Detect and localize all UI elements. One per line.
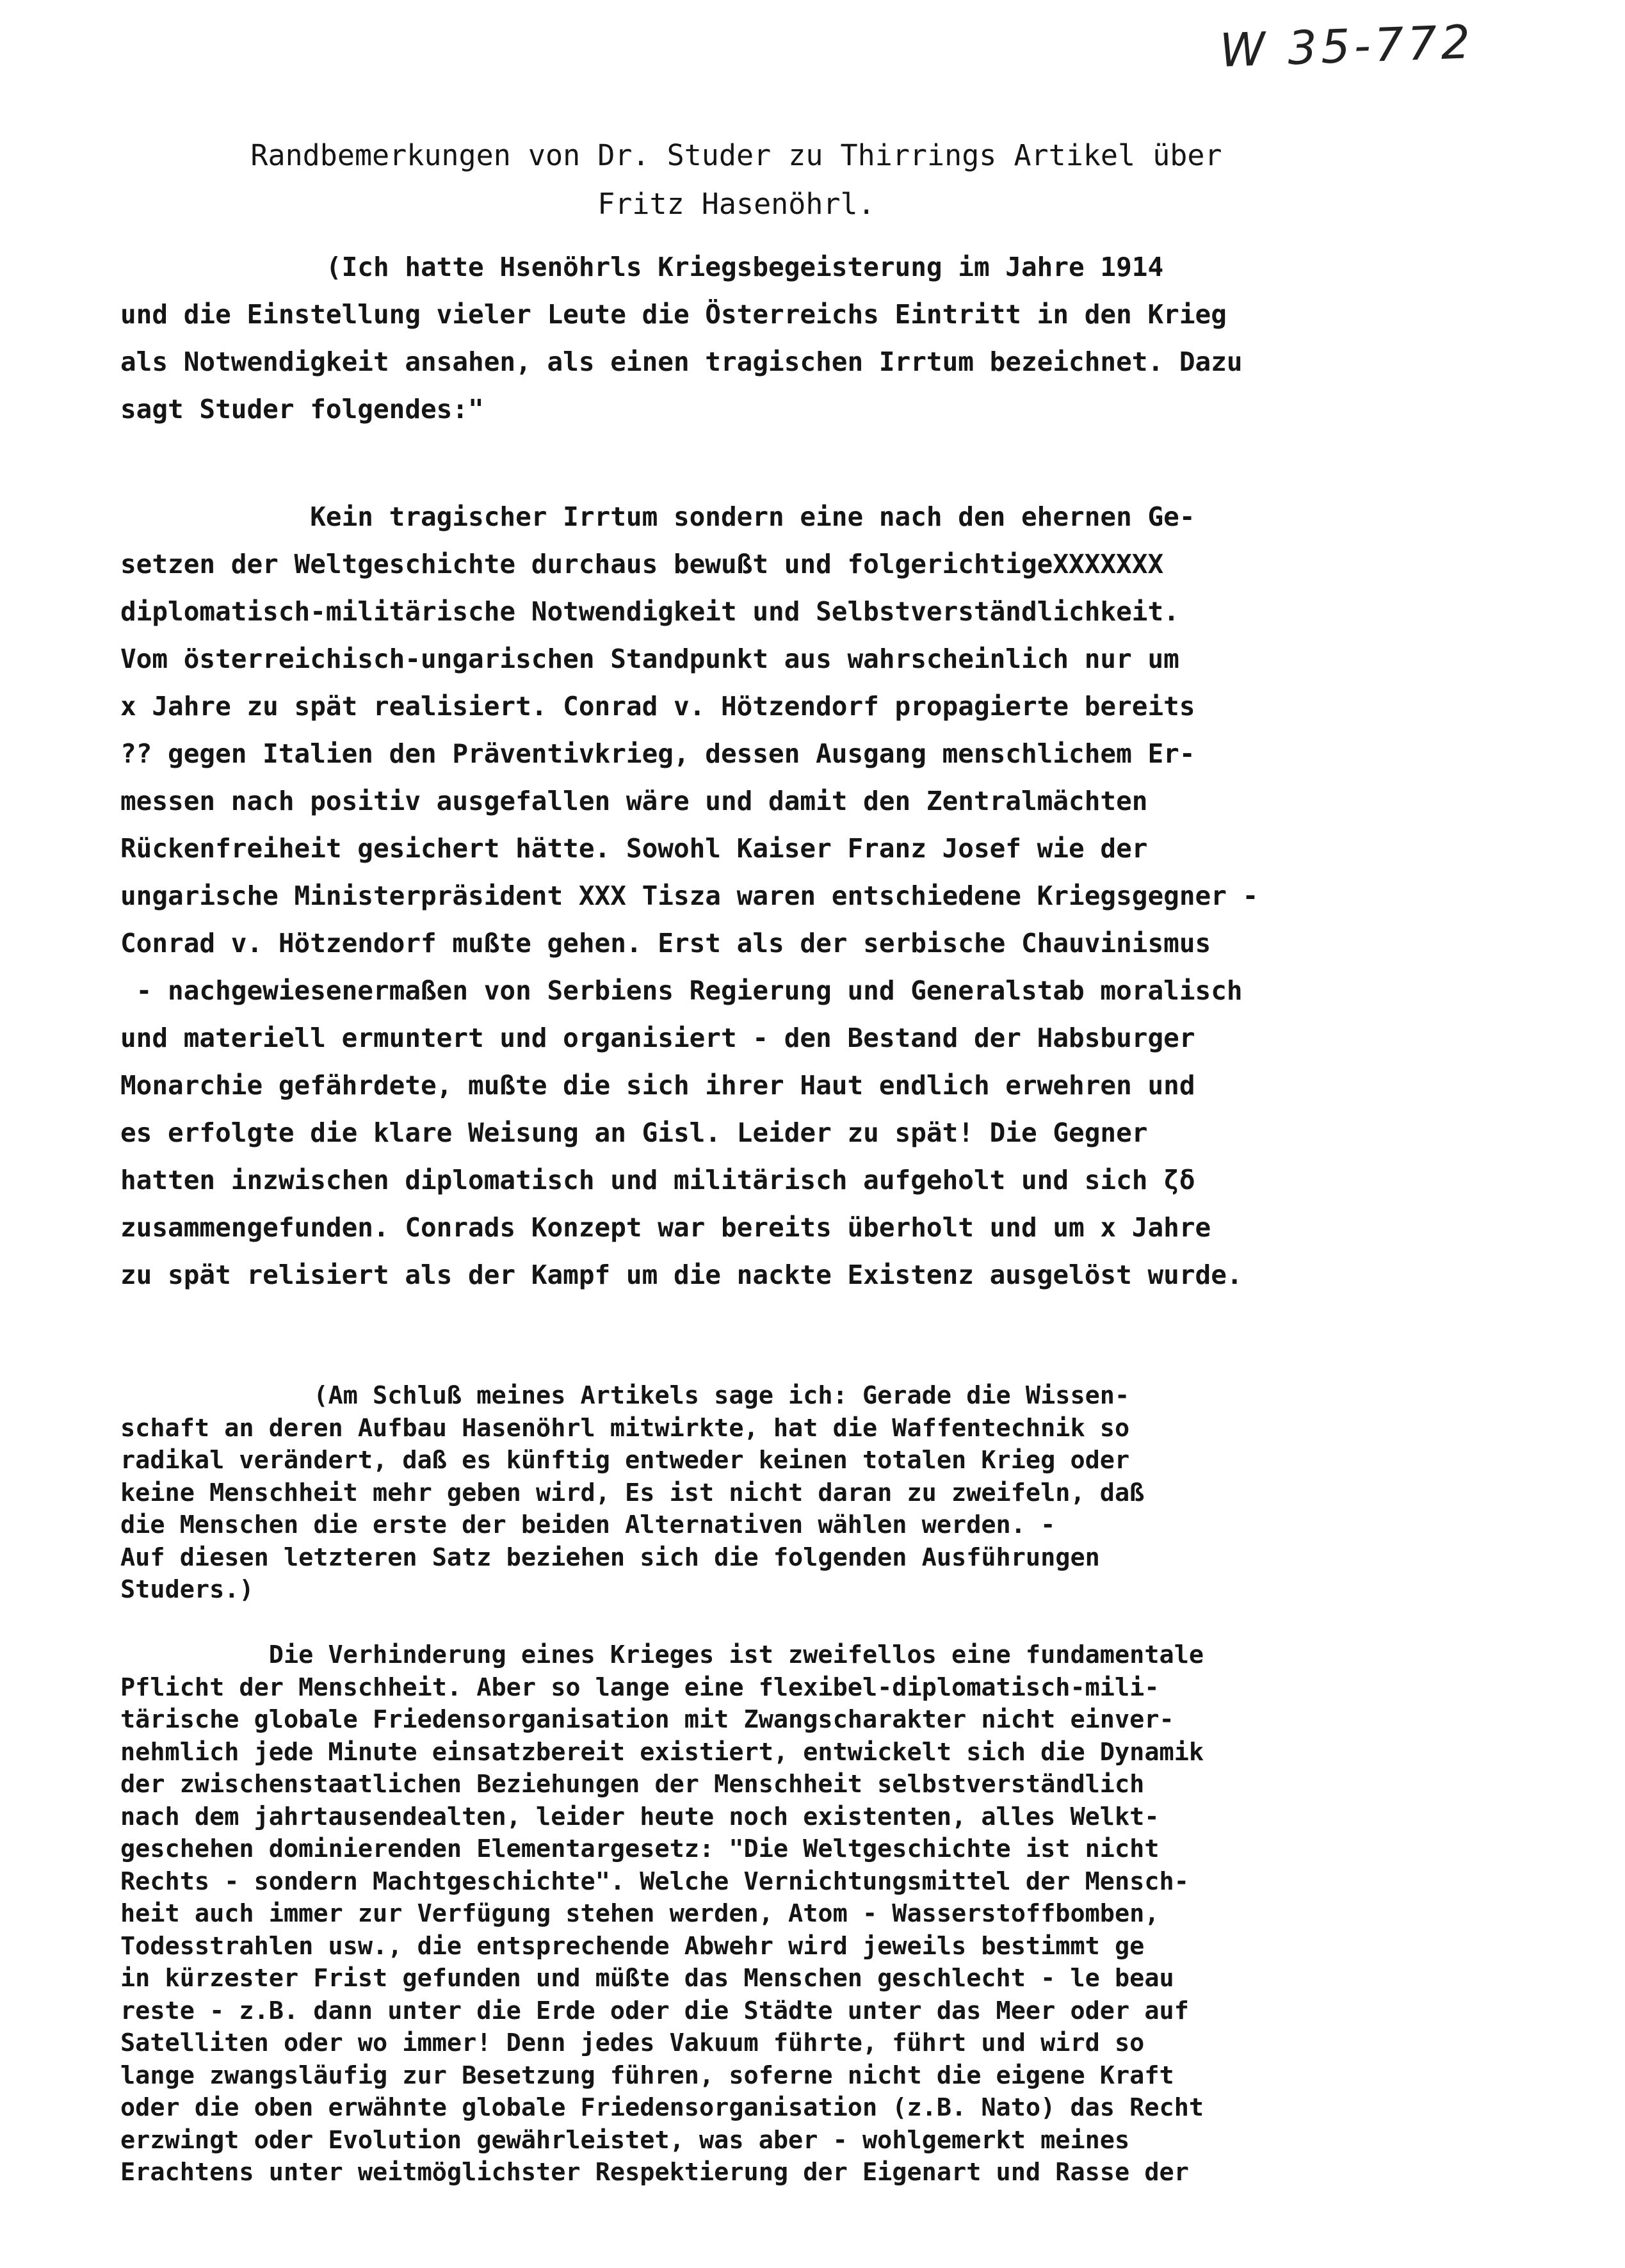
studer-paragraph-1 [120, 493, 1258, 1299]
text-line: reste - z.B. dann unter die Erde oder die Städte unter das Meer oder auf [120, 1996, 1189, 2025]
intro-note [120, 243, 1243, 433]
text-line: Conrad v. Hötzendorf mußte gehen. Erst als der serbische Chauvinismus [120, 928, 1211, 959]
text-line: messen nach positiv ausgefallen wäre und damit den Zentralmächten [120, 786, 1148, 816]
text-line: Studers.) [120, 1575, 254, 1604]
text-line: erzwingt oder Evolution gewährleistet, was aber - wohlgemerkt meines [120, 2125, 1130, 2155]
text-line: (Ich hatte Hsenöhrls Kriegsbegeisterung im Jahre 1914 [120, 252, 1164, 282]
text-line: es erfolgte die klare Weisung an Gisl. Leider zu spät! Die Gegner [120, 1117, 1148, 1148]
text-line: oder die oben erwähnte globale Friedensorganisation (z.B. Nato) das Recht [120, 2093, 1204, 2122]
title-line-1: Randbemerkungen von Dr. Studer zu Thirrings Artikel über [250, 138, 1222, 172]
document-title [192, 131, 1281, 229]
text-line: Rückenfreiheit gesichert hätte. Sowohl Kaiser Franz Josef wie der [120, 833, 1148, 864]
title-line-2: Fritz Hasenöhrl. [597, 187, 875, 221]
text-line: die Menschen die erste der beiden Alternativen wählen werden. - [120, 1511, 1056, 1539]
text-line: Pflicht der Menschheit. Aber so lange eine flexibel-diplomatisch-mili- [120, 1673, 1160, 1702]
author-note-2 [120, 1380, 1144, 1607]
text-line: ?? gegen Italien den Präventivkrieg, dessen Ausgang menschlichem Er- [120, 738, 1195, 769]
text-line: hatten inzwischen diplomatisch und militärisch aufgeholt und sich ζδ [120, 1165, 1195, 1195]
text-line: lange zwangsläufig zur Besetzung führen, soferne nicht die eigene Kraft [120, 2061, 1174, 2090]
text-line: und die Einstellung vieler Leute die Österreichs Eintritt in den Krieg [120, 299, 1227, 330]
text-line: tärische globale Friedensorganisation mit Zwangscharakter nicht einver- [120, 1705, 1174, 1734]
text-line: Die Verhinderung eines Krieges ist zweifellos eine fundamentale [120, 1640, 1204, 1669]
text-line: nach dem jahrtausendealten, leider heute noch existenten, alles Welkt- [120, 1802, 1160, 1831]
text-line: zusammengefunden. Conrads Konzept war bereits überholt und um x Jahre [120, 1212, 1211, 1243]
text-line: keine Menschheit mehr geben wird, Es ist nicht daran zu zweifeln, daß [120, 1478, 1145, 1507]
text-line: Vom österreichisch-ungarischen Standpunkt aus wahrscheinlich nur um [120, 644, 1179, 674]
text-line: radikal verändert, daß es künftig entweder keinen totalen Krieg oder [120, 1446, 1130, 1475]
studer-paragraph-2 [120, 1639, 1204, 2189]
text-line: Satelliten oder wo immer! Denn jedes Vakuum führte, führt und wird so [120, 2029, 1145, 2057]
text-line: Monarchie gefährdete, mußte die sich ihrer Haut endlich erwehren und [120, 1070, 1195, 1101]
text-line: nehmlich jede Minute einsatzbereit existiert, entwickelt sich die Dynamik [120, 1737, 1204, 1767]
text-line: heit auch immer zur Verfügung stehen werden, Atom - Wasserstoffbomben, [120, 1899, 1160, 1928]
text-line: diplomatisch-militärische Notwendigkeit und Selbstverständlichkeit. [120, 596, 1179, 627]
text-line: zu spät relisiert als der Kampf um die nackte Existenz ausgelöst wurde. [120, 1260, 1243, 1290]
text-line: sagt Studer folgendes:" [120, 394, 484, 425]
text-line: - nachgewiesenermaßen von Serbiens Regierung und Generalstab moralisch [120, 975, 1243, 1006]
text-line: x Jahre zu spät realisiert. Conrad v. Hötzendorf propagierte bereits [120, 691, 1195, 722]
text-line: schaft an deren Aufbau Hasenöhrl mitwirkte, hat die Waffentechnik so [120, 1413, 1130, 1443]
archive-number-handwritten: W 35-772 [1218, 15, 1475, 77]
text-line: und materiell ermuntert und organisiert - den Bestand der Habsburger [120, 1023, 1195, 1053]
text-line: Auf diesen letzteren Satz beziehen sich die folgenden Ausführungen [120, 1543, 1100, 1572]
text-line: Rechts - sondern Machtgeschichte". Welche Vernichtungsmittel der Mensch- [120, 1867, 1189, 1896]
text-line: geschehen dominierenden Elementargesetz: "Die Weltgeschichte ist nicht [120, 1835, 1160, 1863]
text-line: ungarische Ministerpräsident XXX Tisza waren entschiedene Kriegsgegner - [120, 880, 1259, 911]
text-line: Kein tragischer Irrtum sondern eine nach den ehernen Ge- [120, 501, 1195, 532]
text-line: setzen der Weltgeschichte durchaus bewußt und folgerichtigeXXXXXXX [120, 549, 1164, 579]
text-line: in kürzester Frist gefunden und müßte das Menschen geschlecht - le beau [120, 1964, 1174, 1993]
text-line: (Am Schluß meines Artikels sage ich: Gerade die Wissen- [120, 1381, 1130, 1410]
text-line: der zwischenstaatlichen Beziehungen der Menschheit selbstverständlich [120, 1770, 1145, 1799]
text-line: Erachtens unter weitmöglichster Respektierung der Eigenart und Rasse der [120, 2158, 1189, 2187]
text-line: als Notwendigkeit ansahen, als einen tragischen Irrtum bezeichnet. Dazu [120, 346, 1243, 377]
text-line: Todesstrahlen usw., die entsprechende Abwehr wird jeweils bestimmt ge [120, 1931, 1145, 1961]
